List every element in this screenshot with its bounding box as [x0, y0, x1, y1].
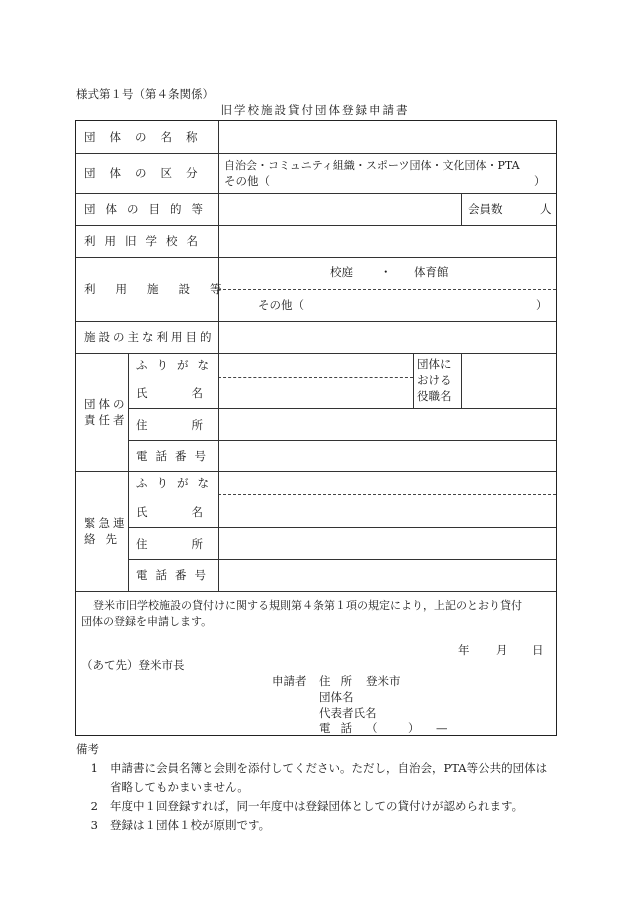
- emergency-furigana-label: ふりがな: [136, 476, 218, 490]
- row-divider: [76, 257, 556, 258]
- date-month: 月: [496, 643, 508, 657]
- responsible-furigana-label: ふりがな: [136, 358, 218, 372]
- note-item: [76, 816, 566, 835]
- application-form-table: [75, 120, 557, 736]
- group-name-label: [84, 130, 210, 144]
- emergency-group-label-1: 緊急連: [84, 516, 128, 530]
- position-label-1: 団体に: [417, 357, 452, 371]
- declaration-line-1: 登米市旧学校施設の貸付けに関する規則第４条第１項の規定により，上記のとおり貸付: [93, 599, 522, 612]
- members-unit: 人: [540, 202, 552, 216]
- members-divider: [461, 193, 462, 225]
- furigana-dashed-divider: [218, 494, 556, 495]
- row-divider: [128, 527, 556, 528]
- position-label-3: 役職名: [417, 389, 452, 403]
- note-text: [110, 759, 547, 797]
- category-other-close: ）: [534, 174, 546, 188]
- facility-dashed-divider: [218, 289, 556, 290]
- applicant-address-value: 登米市: [366, 674, 401, 688]
- members-count-label: 会員数: [468, 202, 503, 216]
- note-number: 1: [90, 761, 98, 775]
- applicant-phone-label: 電話: [319, 721, 362, 735]
- row-divider: [76, 225, 556, 226]
- note-text-line: 省略してもかまいません。: [110, 780, 249, 794]
- phone-dash: —: [436, 721, 448, 735]
- category-options: 自治会・コミュニティ組織・スポーツ団体・文化団体・PTA: [224, 159, 520, 172]
- facility-option-schoolyard: 校庭: [330, 265, 353, 279]
- group-purpose-label: 団体の目的等: [84, 202, 213, 216]
- school-name-label: 利用旧学校名: [84, 234, 207, 248]
- applicant-label: 申請者: [272, 674, 307, 688]
- phone-open-paren: （: [366, 721, 378, 735]
- group-category-label: 団体の区分: [84, 166, 212, 180]
- facility-other-open: その他（: [258, 298, 304, 312]
- applicant-representative-label: 代表者氏名: [319, 706, 377, 720]
- category-other-open: その他（: [224, 174, 270, 188]
- declaration-line-2: 団体の登録を申請します。: [81, 615, 213, 628]
- main-use-label: 施設の主な利用目的: [84, 330, 215, 344]
- facility-other-close: ）: [536, 298, 548, 312]
- applicant-address-label: 住所: [319, 674, 362, 688]
- responsible-address-label: 住所: [136, 418, 247, 432]
- responsible-group-label-2: 責任者: [84, 413, 128, 427]
- note-number: 3: [90, 818, 98, 832]
- note-text: 登録は１団体１校が原則です。: [110, 818, 271, 832]
- document-title: 旧学校施設貸付団体登録申請書: [220, 103, 410, 117]
- row-divider: [128, 408, 556, 409]
- form-code: 様式第１号（第４条関係）: [76, 87, 214, 101]
- note-item: [76, 759, 566, 797]
- emergency-address-label: 住所: [136, 537, 247, 551]
- phone-close-paren: ）: [408, 721, 420, 735]
- responsible-name-label: 氏名: [136, 386, 247, 400]
- responsible-phone-label: 電話番号: [136, 449, 214, 463]
- notes-section: [76, 740, 566, 835]
- facility-option-gym: 体育館: [414, 265, 449, 279]
- row-divider: [76, 591, 556, 592]
- note-text-line: 申請書に会員名簿と会則を添付してください。ただし，自治会，PTA等公共的団体は: [110, 761, 548, 775]
- row-divider: [128, 440, 556, 441]
- furigana-dashed-divider: [218, 377, 413, 378]
- note-number: 2: [90, 799, 98, 813]
- row-divider: [76, 353, 556, 354]
- emergency-name-label: 氏名: [136, 505, 247, 519]
- row-divider: [128, 559, 556, 560]
- note-text: 年度中１回登録すれば，同一年度中は登録団体としての貸付けが認められます。: [110, 799, 524, 813]
- date-day: 日: [532, 643, 544, 657]
- row-divider: [76, 193, 556, 194]
- date-year: 年: [458, 643, 470, 657]
- position-divider: [413, 353, 414, 408]
- applicant-group-name-label: 団体名: [319, 690, 354, 704]
- row-divider: [76, 321, 556, 322]
- position-divider: [461, 353, 462, 408]
- emergency-group-label-2: 絡先: [84, 532, 127, 546]
- emergency-phone-label: 電話番号: [136, 568, 214, 582]
- row-divider: [76, 471, 556, 472]
- notes-heading: 備考: [76, 742, 99, 756]
- facility-separator: ・: [380, 265, 392, 279]
- facility-label: 利用施設等: [84, 282, 242, 296]
- addressee: （あて先）登米市長: [81, 658, 185, 672]
- group-column-divider: [128, 353, 129, 591]
- responsible-group-label-1: 団体の: [84, 397, 128, 411]
- label-column-divider: [218, 121, 219, 591]
- row-divider: [76, 153, 556, 154]
- note-item: [76, 797, 566, 816]
- group-name-label-text: 団体の名称: [84, 130, 212, 144]
- position-label-2: おける: [417, 373, 452, 387]
